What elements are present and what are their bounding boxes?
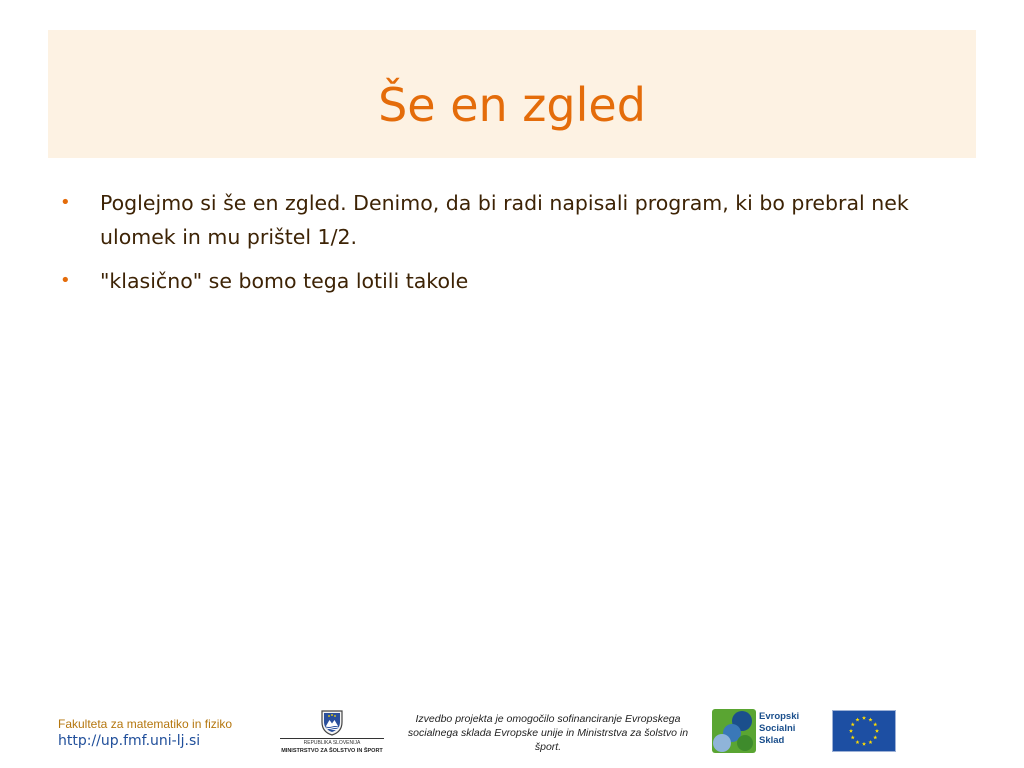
funding-note: Izvedbo projekta je omogočilo sofinanciranje Evropskega socialnega sklada Evropske unije in Ministrstva za šolstvo in šport. [407,713,689,753]
eu-flag-icon [833,711,895,751]
bullet-item [60,264,960,298]
coat-of-arms-icon [321,710,343,736]
eu-star-icon [849,729,853,733]
eu-star-icon [875,729,879,733]
esf-circles-icon [712,709,756,753]
eu-star-icon [855,718,859,722]
eu-star-icon [873,735,877,739]
ministry-logo [280,710,384,756]
esf-logo-text [759,711,799,747]
bullet-text: Poglejmo si še en zgled. Denimo, da bi radi napisali program, ki bo prebral nek ulomek in mu prištel 1/2. [100,191,909,249]
bullet-text: "klasično" se bomo tega lotili takole [100,269,469,293]
esf-line1: Evropski [759,711,800,722]
slide-title: Še en zgled [378,78,646,132]
eu-star-icon [851,735,855,739]
eu-star-icon [855,740,859,744]
faculty-name: Fakulteta za matematiko in fiziko [58,717,233,731]
eu-star-icon [862,716,866,720]
eu-star-icon [862,742,866,746]
eu-star-icon [851,722,855,726]
esf-logo [712,709,812,753]
bullet-dot-icon: • [60,192,71,213]
esf-line3: Sklad [759,735,785,746]
ministry-logo-line1: REPUBLIKA SLOVENIJA [303,740,361,746]
eu-star-icon [868,740,872,744]
faculty-url-link[interactable]: http://up.fmf.uni-lj.si [58,733,201,749]
ministry-logo-line2: MINISTRSTVO ZA ŠOLSTVO IN ŠPORT [281,748,383,754]
esf-line2: Socialni [759,723,796,734]
bullet-item [60,186,960,254]
bullet-dot-icon: • [60,270,71,291]
bullet-list [60,186,960,308]
eu-star-icon [868,718,872,722]
eu-star-icon [873,722,877,726]
ministry-logo-divider [280,738,384,739]
eu-flag [832,710,896,752]
footer-faculty-block [58,716,232,750]
